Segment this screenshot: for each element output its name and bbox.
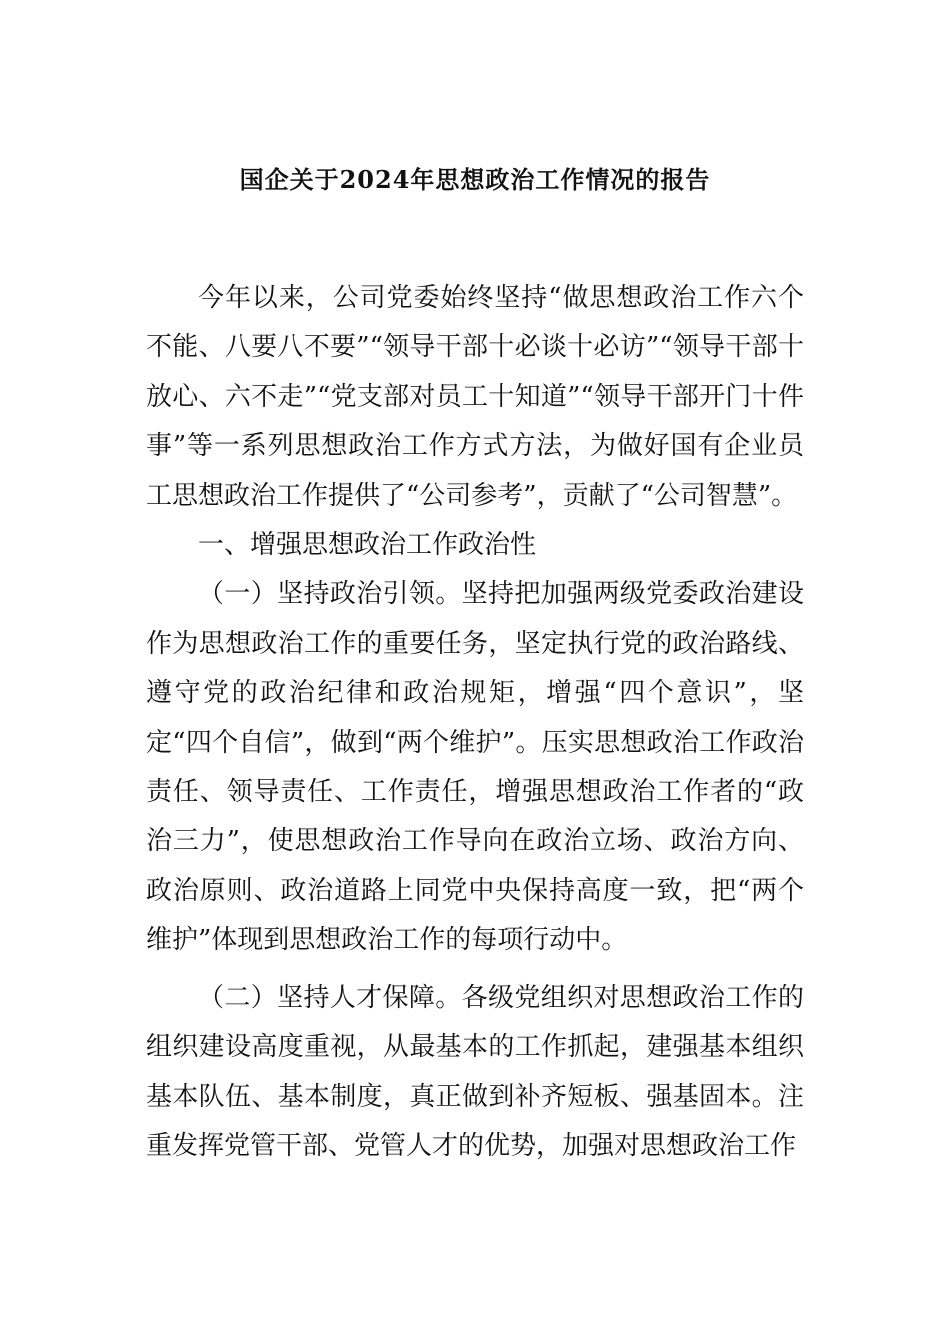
paragraph-political-guidance: （一）坚持政治引领。坚持把加强两级党委政治建设作为思想政治工作的重要任务，坚定执行党的政治路线、遵守党的政治纪律和政治规矩，增强“四个意识”，坚定“四个自信”，做到“两个维护”。压实思想政治工作政治责任、领导责任、工作责任，增强思想政治工作者的“政治三力”，使思想政治工作导向在政治立场、政治方向、政治原则、政治道路上同党中央保持高度一致，把“两个维护”体现到思想政治工作的每项行动中。 [146,579,804,956]
document-body [146,274,804,1171]
paragraph-intro: 今年以来，公司党委始终坚持“做思想政治工作六个不能、八要八不要”“领导干部十必谈十必访”“领导干部十放心、六不走”“党支部对员工十知道”“领导干部开门十件事”等一系列思想政治工作方式方法，为做好国有企业员工思想政治工作提供了“公司参考”，贡献了“公司智慧”。 [146,283,804,511]
section-heading-1: 一、增强思想政治工作政治性 [198,530,537,561]
document-title: 国企关于2024年思想政治工作情况的报告 [239,165,711,194]
paragraph-talent-support: （二）坚持人才保障。各级党组织对思想政治工作的组织建设高度重视，从最基本的工作抓起，建强基本组织基本队伍、基本制度，真正做到补齐短板、强基固本。注重发挥党管干部、党管人才的优势，加强对思想政治工作 [146,982,804,1161]
